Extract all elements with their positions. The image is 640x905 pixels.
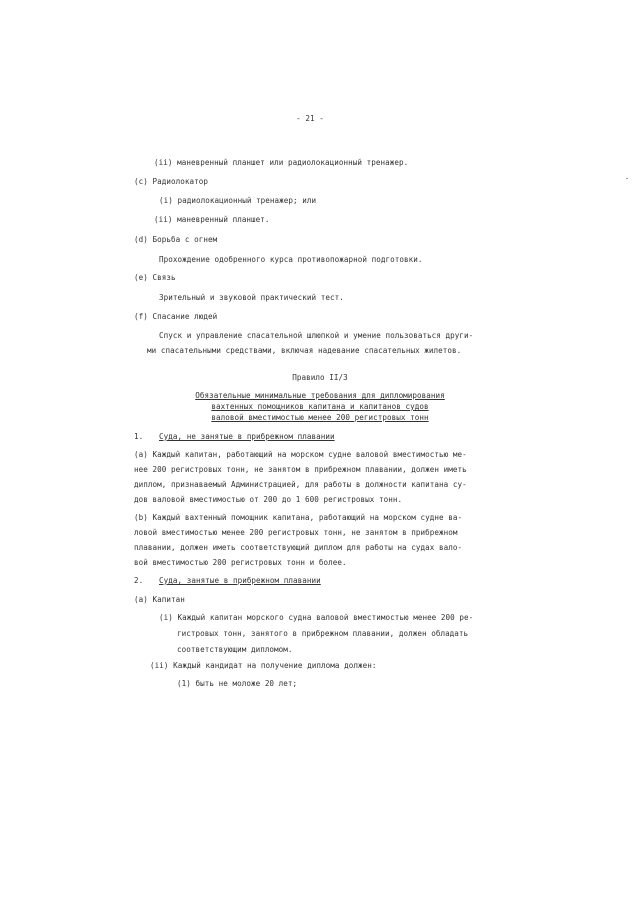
scan-speck [626,178,628,179]
text-line: ми спасательными средствами, включая надевание спасательных жилетов. [147,346,462,355]
section-heading: (e) Связь [134,273,176,282]
text-line: Спуск и управление спасательной шлюпкой и умение пользоваться други- [159,331,474,340]
rule-subtitle: вахтенных помощников капитана и капитанов судов [211,402,429,411]
text-line: (1) быть не моложе 20 лет; [177,679,298,688]
text-line: (i) Каждый капитан морского судна валовой вместимостью менее 200 ре- [159,613,474,622]
section-number: 2. [134,576,144,585]
rule-title: Правило II/3 [292,373,348,382]
page-number: - 21 - [296,114,324,123]
text-line: Прохождение одобренного курса противопожарной подготовки. [159,255,423,264]
text-line: диплом, признаваемый Администрацией, для работы в должности капитана су- [134,480,467,489]
text-line: Зрительный и звуковой практический тест. [159,293,344,302]
text-line: гистровых тонн, занятого в прибрежном плавании, должен обладать [177,629,469,638]
text-line: соответствующим дипломом. [177,645,293,654]
section-heading: (c) Радиолокатор [134,177,208,186]
text-line: плавании, должен иметь соответствующий диплом для работы на судах вало- [134,543,463,552]
section-heading: (a) Капитан [134,595,185,604]
text-line: (ii) маневренный планшет или радиолокационный тренажер. [154,158,409,167]
section-heading: Суда, занятые в прибрежном плавании [159,576,321,585]
section-heading: Суда, не занятые в прибрежном плавании [159,432,335,441]
text-line: ловой вместимостью менее 200 регистровых тонн, не занятом в прибрежном [134,528,458,537]
text-line: дов валовой вместимостью от 200 до 1 600 регистровых тонн. [134,495,403,504]
text-line: нее 200 регистровых тонн, не занятом в прибрежном плавании, должен иметь [134,465,467,474]
text-line: (i) радиолокационный тренажер; или [159,196,317,205]
text-line: (ii) Каждый кандидат на получение диплома должен: [150,661,377,670]
section-number: 1. [134,432,144,441]
text-line: (a) Каждый капитан, работающий на морском судне валовой вместимостью ме- [134,450,467,459]
text-line: (ii) маневренный планшет. [154,215,270,224]
rule-subtitle: валовой вместимостью менее 200 регистровых тонн [211,413,429,422]
section-heading: (d) Борьба с огнем [134,235,218,244]
text-line: (b) Каждый вахтенный помощник капитана, работающий на морском судне ва- [134,513,463,522]
rule-subtitle: Обязательные минимальные требования для дипломирования [195,391,445,400]
section-heading: (f) Спасание людей [134,312,218,321]
text-line: вой вместимостью 200 регистровых тонн и более. [134,558,347,567]
